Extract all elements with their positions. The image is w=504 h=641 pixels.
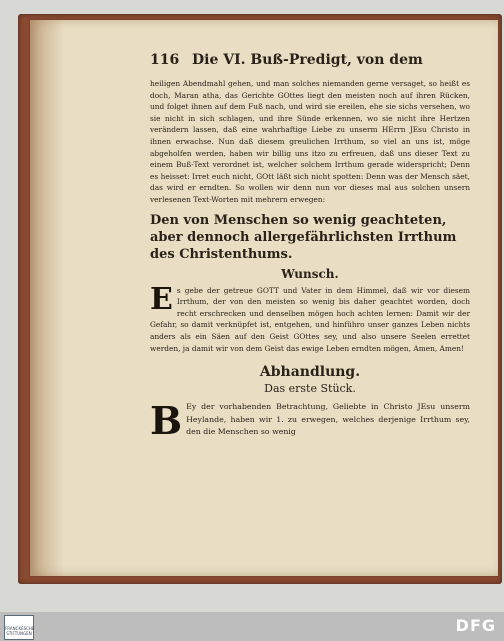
sermon-topic-heading: Den von Menschen so wenig geachteten, aber dennoch allergefährlichsten Irrthum des Christenthums. <box>150 212 457 262</box>
wish-paragraph <box>150 281 470 355</box>
running-title: Die VI. Buß-Predigt, von dem <box>192 52 423 68</box>
wish-text: s gebe der getreue GOTT und Vater in dem Himmel, daß wir vor diesem Irrthum, der von den meisten so wenig bis daher geachtet worden, doch recht erschrecken und denselben mögen hoch achten lernen: Damit wir der Gefahr, so damit verknüpfet ist, entgehen, und hinführo unser ganzes Leben nichts anders als ein Säen auf den Geist GOttes sey, und also unsere Seelen errettet werden, ja damit wir von dem Geist das ewige Leben erndten mögen, Amen, Amen! <box>150 285 470 353</box>
institution-logo[interactable] <box>4 615 34 640</box>
body-paragraph: heiligen Abendmahl gehen, und man solches niemanden gerne versaget, so heißt es doch, Maran atha, das Gerichte GOttes liegt den meisten noch auf ihren Rücken, und folget ihnen auf dem Fuß nach, und wird sie ereilen, ehe sie sichs versehen, wo sie nicht in sich schlagen, und ihre Sünde erkennen, wo sie nicht ihre Hertzen verändern lassen, daß eine wahrhaftige Liebe zu unserm HErrn JEsu Christo in ihnen erwachse. Nun daß diesem greulichen Irrthum, so viel an uns ist, möge abgeholfen werden, haben wir billig uns itzo zu erfreuen, daß uns dieser Text zu einem Buß-Text verordnet ist, welcher solchem Irrthum gerade widerspricht; Denn es heisset: Irret euch nicht, GOtt läßt sich nicht spotten: Denn was der Mensch säet, das wird er erndten. So wollen wir denn nun vor dieses mal aus solchen unsern verlesenen Text-Worten mit mehrern erwegen: <box>150 79 470 204</box>
treatise-dropcap: B <box>150 398 183 444</box>
page-content <box>150 52 470 444</box>
treatise-heading: Abhandlung. <box>259 364 361 381</box>
institution-logo-text: FRANCKESCHE STIFTUNGEN <box>5 626 35 636</box>
sponsor-logo[interactable]: DFG <box>455 616 496 635</box>
treatise-text: Ey der vorhabenden Betrachtung, Geliebte in Christo JEsu unserm Heylande, haben wir 1. zu erwegen, welches derjenige Irrthum sey, den die Menschen so wenig <box>186 402 470 436</box>
part-heading: Das erste Stück. <box>264 382 356 396</box>
treatise-paragraph <box>150 398 470 444</box>
viewer-footer-bar <box>0 612 504 641</box>
page-header <box>150 52 470 68</box>
page-number: 116 <box>150 52 180 68</box>
wish-heading: Wunsch. <box>281 266 339 281</box>
page-gutter-shadow <box>30 20 64 576</box>
wish-dropcap: E <box>150 281 173 317</box>
